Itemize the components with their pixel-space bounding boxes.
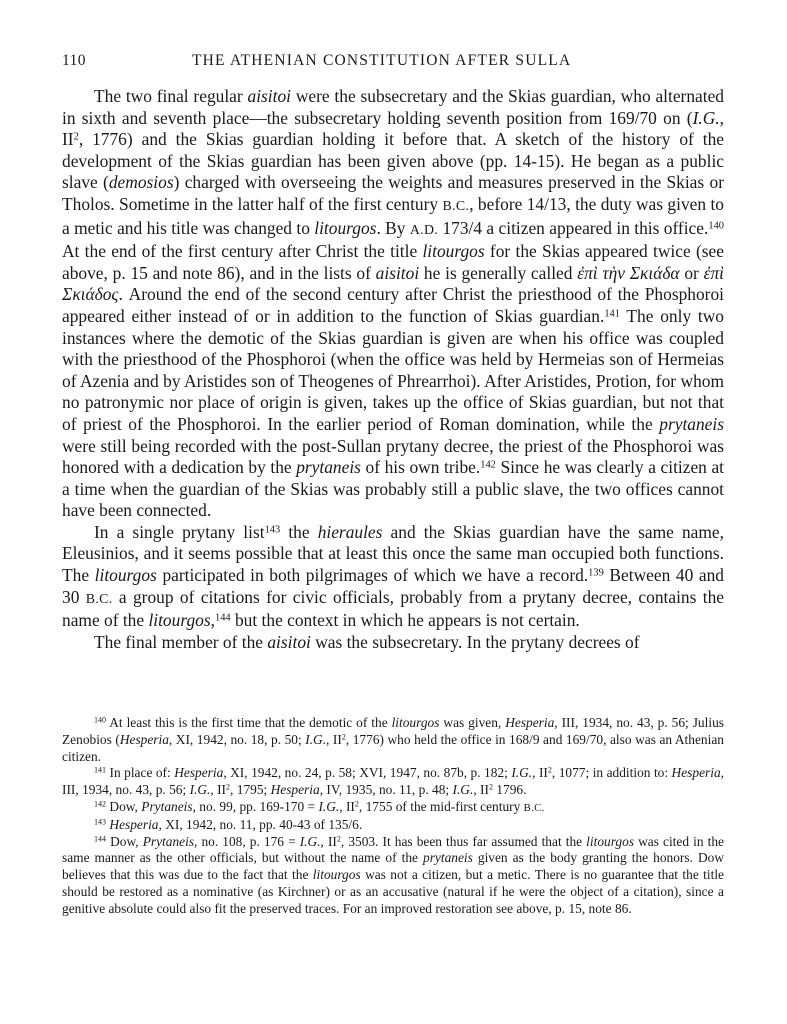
text-span: , 1077; in addition to: (551, 765, 672, 781)
body-text (62, 86, 724, 653)
italic-term: Prytaneis (142, 833, 195, 849)
footnote-ref: 141 (604, 308, 620, 320)
italic-term: prytaneis (423, 850, 473, 866)
text-span: , 3503. It has been thus far assumed that the (340, 833, 587, 849)
italic-term: Hesperia (174, 765, 224, 781)
text-span: , (210, 610, 215, 631)
italic-term: I.G. (299, 833, 321, 849)
paragraph (62, 86, 724, 522)
superscript: 2 (226, 782, 231, 792)
footnotes (62, 715, 724, 918)
text-span: Dow, (106, 833, 143, 849)
text-span: Between 40 and 30 (62, 565, 724, 607)
text-span: , II (339, 798, 355, 814)
footnote-143 (62, 817, 724, 834)
italic-term: litourgos (148, 610, 211, 631)
text-span: participated in both pilgrimages of which we have a record. (156, 565, 589, 586)
italic-term: prytaneis (659, 413, 724, 434)
italic-term: aisitoi (375, 262, 420, 283)
text-span: , 1776) who held the office in 168/9 and 169/70, also was an Athenian citizen. (62, 731, 724, 764)
text-span: was the subsecretary. In the prytany decrees of (310, 631, 640, 652)
text-span: . Around the end of the second century after Christ the priesthood of the Phosphoroi appeared either instead of or in addition to the function of Skias guardian. (62, 284, 724, 326)
italic-term: litourgos (422, 241, 485, 262)
small-caps-era: B.C. (442, 198, 470, 214)
italic-term: aisitoi (267, 631, 311, 652)
text-span: The two final regular (94, 86, 248, 106)
text-span: , II (62, 107, 724, 150)
superscript: 2 (354, 799, 359, 809)
running-header (62, 52, 724, 74)
text-span: , 1755 of the mid-first century (358, 798, 524, 814)
text-span: were still being recorded with the post-Sullan prytany decree, the priest of the Phosphoroi was honored with a dedication by the (62, 435, 724, 478)
text-span: , XI, 1942, no. 24, p. 58; XVI, 1947, no. 87b, p. 182; (223, 765, 512, 781)
italic-term: litourgos (312, 867, 361, 883)
footnote-ref: 139 (588, 567, 604, 579)
footnote-144 (62, 834, 724, 918)
italic-term: litourgos (94, 565, 157, 586)
italic-term: Hesperia (109, 816, 159, 832)
small-caps-era: A.D. (409, 222, 439, 238)
text-span: the (280, 521, 318, 542)
text-span: , XI, 1942, no. 11, pp. 40-43 of 135/6. (158, 816, 363, 832)
text-span: . By (376, 217, 410, 238)
text-span: was cited in the same manner as the other officials, but without the name of the (62, 833, 724, 866)
text-span: At least this is the first time that the demotic of the (106, 715, 392, 730)
italic-term: hieraules (317, 521, 383, 542)
text-span: was not a citizen, but a metic. There is no guarantee that the title should be restored as a nominative (as Kirchner) or as an accusative (natural if he were the object of a citation), since a genitive absolute could also fit the preserved traces. For an improved restoration see above, p. 15, note 86. (62, 867, 725, 916)
greek-phrase: ἐπὶ Σκιάδος (62, 262, 724, 305)
text-span: The final member of the (94, 631, 268, 652)
footnote-ref: 140 (708, 219, 724, 231)
text-span: , II (326, 731, 342, 747)
footnote-140 (62, 715, 724, 765)
footnote-141 (62, 765, 724, 799)
italic-term: I.G. (189, 782, 211, 798)
text-span: In place of: (106, 765, 175, 781)
text-span: a group of citations for civic officials, probably from a prytany decree, contains the name of the (62, 586, 724, 631)
greek-phrase: ἐπὶ τὴν Σκιάδα (577, 262, 680, 283)
running-title: THE ATHENIAN CONSTITUTION AFTER SULLA (192, 52, 572, 69)
text-span: but the context in which he appears is not certain. (230, 610, 580, 631)
footnote-number: 142 (94, 799, 107, 809)
text-span: were the subsecretary and the Skias guardian, who alternated in sixth and seventh place—the subsecretary holding seventh position from 169/70 on ( (62, 86, 725, 128)
text-span: for the Skias appeared twice (see above, p. 15 and note 86), and in the lists of (62, 241, 724, 283)
text-span: , IV, 1935, no. 11, p. 48; (319, 782, 453, 798)
footnote-number: 140 (94, 715, 107, 725)
text-span: At the end of the first century after Christ the title (62, 241, 423, 262)
footnote-ref: 143 (264, 524, 281, 536)
text-span: , II (320, 833, 337, 849)
footnote-142 (62, 799, 724, 817)
superscript: 2 (341, 732, 346, 742)
page-number: 110 (62, 52, 86, 69)
text-span: , before 14/13, the duty was given to a metic and his title was changed to (62, 193, 724, 238)
text-span: 173/4 a citizen appeared in this office. (438, 217, 709, 238)
italic-term: I.G. (692, 107, 720, 128)
footnote-number: 144 (94, 834, 107, 844)
italic-term: Hesperia (505, 715, 555, 730)
paragraph (62, 632, 724, 654)
italic-term: prytaneis (296, 457, 361, 478)
superscript: 2 (336, 834, 341, 844)
text-span: , III, 1934, no. 43, p. 56; Julius Zenobios ( (62, 715, 724, 747)
italic-term: Prytaneis (141, 798, 193, 814)
text-span: , XI, 1942, no. 18, p. 50; (168, 731, 306, 747)
text-span: , 1795; (230, 782, 271, 798)
italic-term: aisitoi (247, 86, 291, 106)
text-span: was given, (439, 715, 506, 730)
footnote-ref: 144 (214, 612, 231, 624)
small-caps-era: B.C. (523, 801, 545, 814)
italic-term: I.G. (452, 782, 474, 798)
text-span: The only two instances where the demotic of the Skias guardian is given are when his office was coupled with the priesthood of the Phosphoroi (when the office was held by Hermeias son of Hermeias of Azenia and by Aristides son of Theogenes of Phrearrhoi). After Aristides, Protion, for whom no patronymic nor place of origin is given, takes up the office of Skias guardian, but not that of priest of the Phosphoroi. In the earlier period of Roman domination, while the (62, 305, 724, 434)
footnote-ref: 142 (480, 459, 496, 471)
text-span: , III, 1934, no. 43, p. 56; (62, 765, 724, 798)
superscript: 2 (488, 782, 493, 792)
text-span: Since he was clearly a citizen at a time when the guardian of the Skias was probably still a public slave, the two offices cannot have been connected. (62, 457, 725, 521)
italic-term: Hesperia (270, 782, 320, 798)
text-span: , II (210, 782, 227, 798)
text-span: In a single prytany list (94, 521, 265, 542)
italic-term: I.G. (511, 765, 533, 781)
superscript: 2 (547, 765, 552, 775)
footnote-number: 141 (94, 765, 107, 775)
text-span: , II (473, 782, 489, 798)
text-span: given as the body granting the honors. Dow believes that this was due to the fact that the (62, 850, 724, 883)
text-span: he is generally called (419, 262, 578, 283)
italic-term: Hesperia (119, 731, 169, 747)
text-span: , 1776) and the Skias guardian holding it before that. A sketch of the history of the development of the Skias guardian has been given above (pp. 14-15). He began as a public slave ( (62, 129, 724, 193)
small-caps-era: B.C. (85, 591, 113, 607)
superscript: 2 (73, 131, 79, 143)
italic-term: litourgos (391, 715, 440, 730)
text-span: 1796. (492, 782, 527, 798)
text-span: Dow, (106, 798, 142, 814)
text-span: of his own tribe. (360, 457, 481, 478)
italic-term: demosios (108, 172, 174, 193)
text-span: or (679, 262, 704, 283)
footnote-number: 143 (94, 817, 107, 827)
paragraph (62, 522, 724, 632)
italic-term: I.G. (305, 731, 327, 747)
italic-term: Hesperia (671, 765, 721, 781)
text-span: , no. 108, p. 176 = (194, 833, 300, 849)
text-span: and the Skias guardian have the same name, Eleusinios, and it seems possible that at least this once the same man occupied both functions. The (62, 521, 724, 586)
text-span: , II (532, 765, 548, 781)
italic-term: I.G. (318, 798, 340, 814)
text-span: , no. 99, pp. 169-170 = (192, 798, 319, 814)
italic-term: litourgos (314, 217, 377, 238)
text-span: ) charged with overseeing the weights and measures preserved in the Skias or Tholos. Sometime in the latter half of the first century (62, 172, 724, 214)
italic-term: litourgos (586, 833, 635, 849)
